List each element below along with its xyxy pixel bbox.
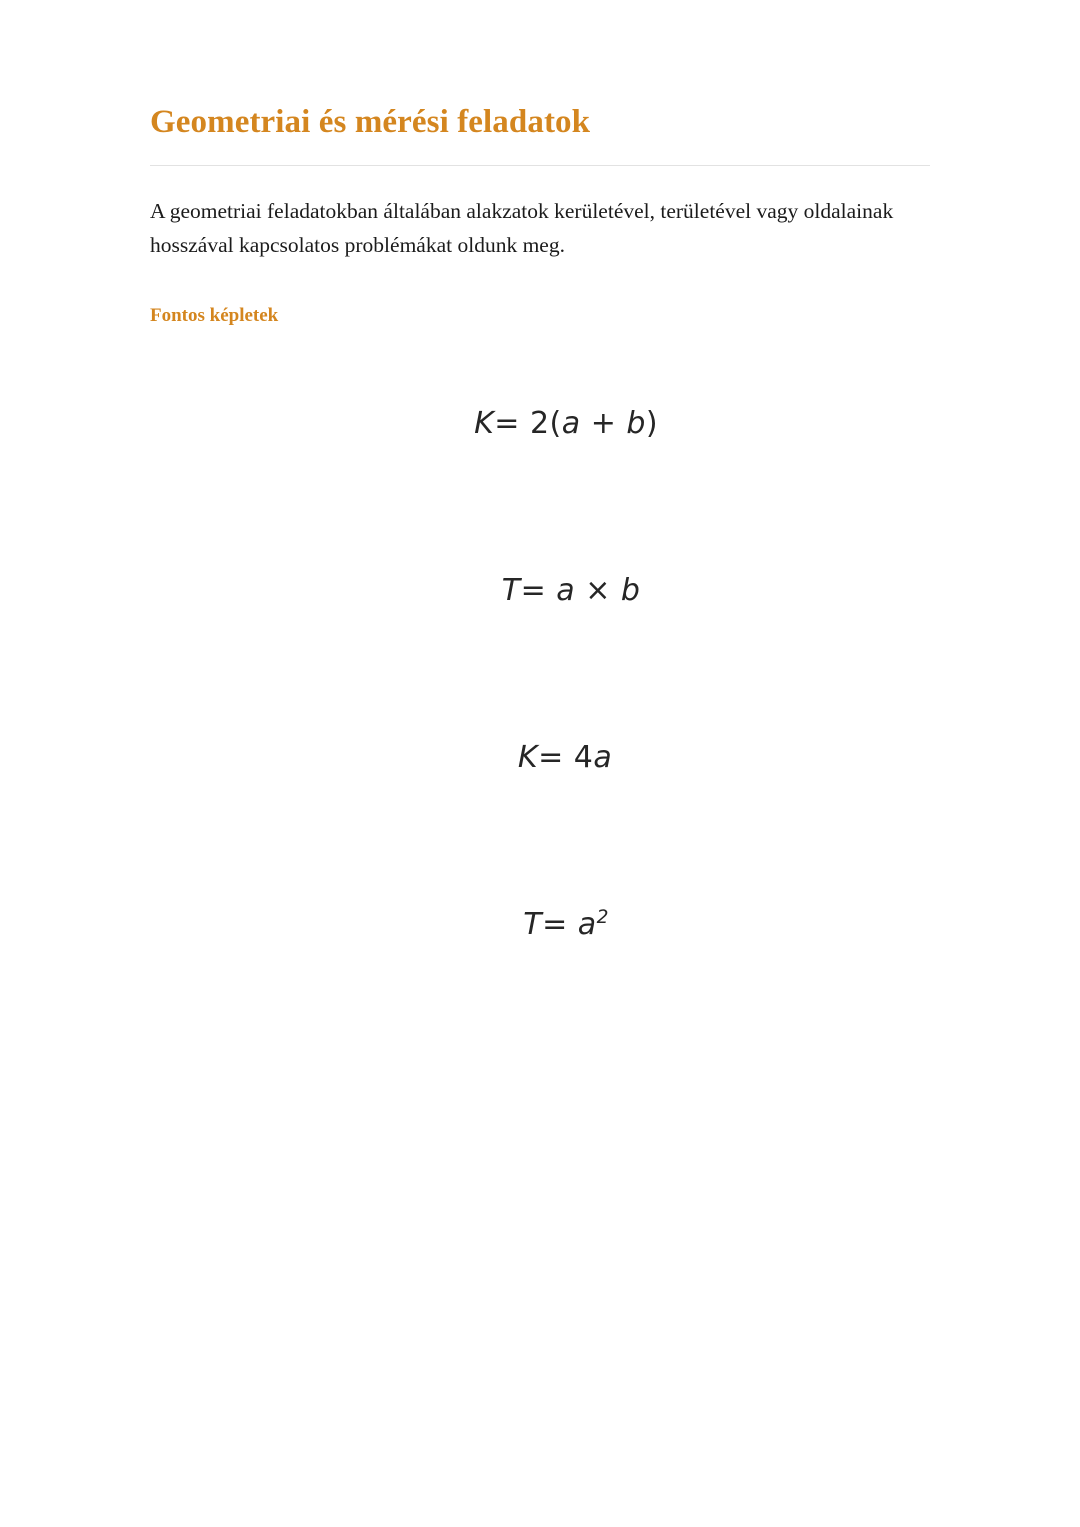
- formula-3-lhs: K: [517, 740, 539, 776]
- formula-4-var-a: a: [577, 907, 597, 943]
- formula-2-var-a: a: [556, 573, 576, 609]
- formula-list: [150, 371, 930, 977]
- formula-4-equals: =: [542, 907, 568, 943]
- formula-1-lhs: K: [474, 406, 495, 442]
- formula-square-area: [463, 872, 609, 977]
- document-page: [150, 0, 930, 1527]
- formula-1-var-b: b: [626, 406, 646, 442]
- formula-1-var-a: a: [561, 406, 581, 442]
- formula-2-operator: ×: [585, 573, 611, 609]
- formula-4-exponent: 2: [596, 907, 609, 929]
- formula-1-equals: =: [494, 406, 520, 442]
- formula-3-var-a: a: [593, 740, 613, 776]
- formula-4-lhs: T: [523, 907, 543, 943]
- formula-3-coefficient: 4: [573, 740, 594, 776]
- section-heading-formulas: Fontos képletek: [150, 305, 279, 327]
- formula-rectangle-area: [442, 538, 641, 643]
- formula-1-coefficient: 2(: [529, 406, 562, 442]
- formula-2-var-b: b: [620, 573, 641, 609]
- formula-square-perimeter: [458, 705, 613, 810]
- page-title: Geometriai és mérési feladatok: [150, 104, 591, 140]
- intro-paragraph: A geometriai feladatokban általában alakzatok kerületével, területével vagy oldalainak hosszával kapcsolatos problémákat oldunk meg.: [150, 198, 894, 258]
- formula-2-lhs: T: [501, 573, 521, 609]
- formula-1-operator: +: [590, 406, 617, 442]
- formula-3-equals: =: [538, 740, 564, 776]
- formula-rectangle-perimeter: [414, 371, 658, 476]
- title-divider: [150, 165, 930, 166]
- formula-1-close-paren: ): [645, 406, 659, 442]
- formula-2-equals: =: [520, 573, 547, 609]
